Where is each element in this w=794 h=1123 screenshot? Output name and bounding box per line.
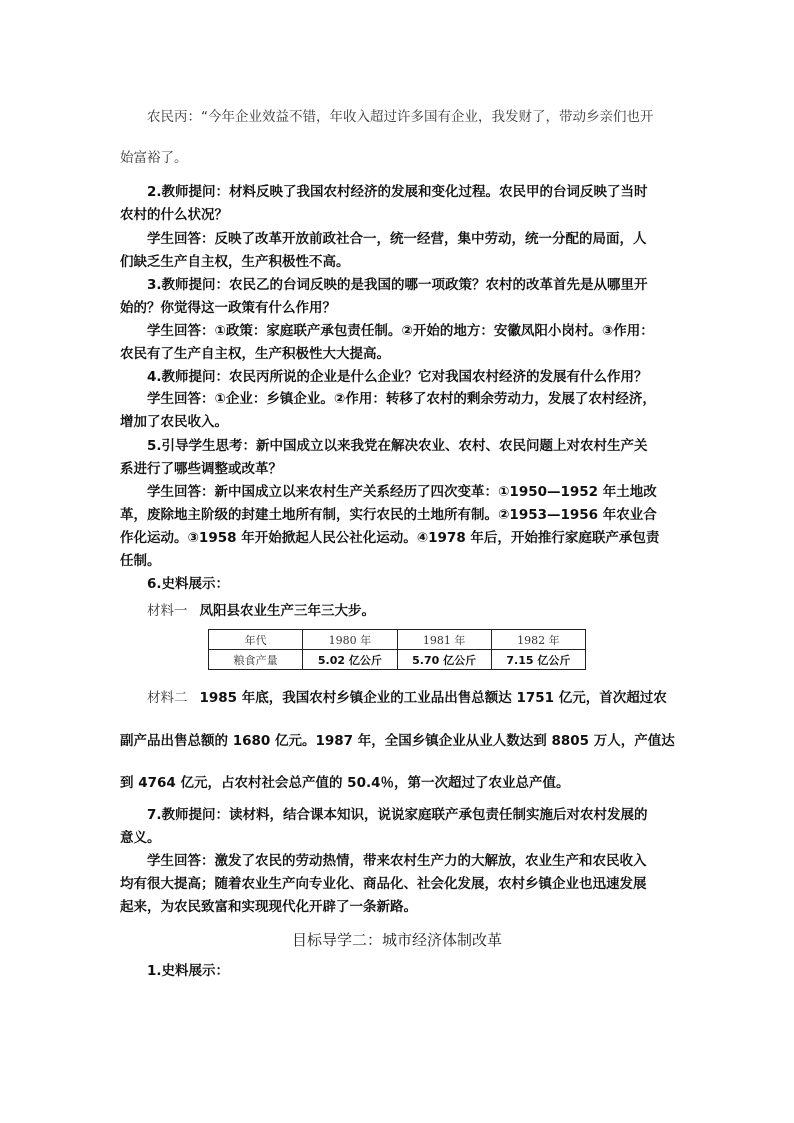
table-cell: 粮食产量: [209, 650, 303, 670]
table-header-cell: 1981 年: [397, 630, 491, 650]
q5-answer-line-1: 学生回答：新中国成立以来农村生产关系经历了四次变革：①1950—1952 年土地改: [147, 484, 657, 500]
farmer-c-line-2: 始富裕了。: [120, 150, 188, 166]
grain-output-table: [208, 629, 586, 670]
q4-answer-line-1: 学生回答：①企业：乡镇企业。②作用：转移了农村的剩余劳动力，发展了农村经济，: [147, 391, 656, 407]
table-header-row: [209, 630, 586, 650]
q7-question-line-1: 7.教师提问：读材料，结合课本知识，说说家庭联产承包责任制实施后对农村发展的: [147, 807, 648, 823]
q6-heading: 6.史料展示：: [147, 576, 230, 592]
material-2-label: 材料二: [147, 690, 188, 706]
material-1-text: 凤阳县农业生产三年三大步。: [199, 603, 375, 619]
section-2-item-1: 1.史料展示：: [147, 963, 230, 979]
material-1: [147, 601, 707, 621]
material-2-line-1: [147, 688, 707, 708]
q4-question-line-1: 4.教师提问：农民丙所说的企业是什么企业？它对我国农村经济的发展有什么作用？: [147, 369, 648, 385]
q5-question-line-1: 5.引导学生思考：新中国成立以来我党在解决农业、农村、农民问题上对农村生产关: [147, 438, 648, 454]
material-2-line-2: 副产品出售总额的 1680 亿元。1987 年，全国乡镇企业从业人数达到 8805 万人，产值达: [120, 733, 675, 749]
section-2-heading: 目标导学二：城市经济体制改革: [291, 931, 502, 949]
q5-answer-line-4: 任制。: [120, 553, 161, 569]
q2-answer-line-2: 们缺乏生产自主权，生产积极性不高。: [120, 254, 350, 270]
q3-question-line-2: 始的？你觉得这一政策有什么作用？: [120, 300, 336, 316]
table-cell: 5.02 亿公斤: [303, 650, 397, 670]
q2-question-line-2: 农村的什么状况？: [120, 207, 228, 223]
q3-answer-line-2: 农民有了生产自主权，生产积极性大大提高。: [120, 346, 390, 362]
q5-answer-line-2: 革，废除地主阶级的封建土地所有制，实行农民的土地所有制。②1953—1956 年农业合: [120, 507, 657, 523]
q5-question-line-2: 系进行了哪些调整或改革？: [120, 461, 282, 477]
table-header-cell: 1982 年: [491, 630, 585, 650]
q3-answer-line-1: 学生回答：①政策：家庭联产承包责任制。②开始的地方：安徽凤阳小岗村。③作用：: [147, 323, 654, 339]
material-1-label: 材料一: [147, 603, 188, 619]
q7-question-line-2: 意义。: [120, 830, 161, 846]
table-cell: 5.70 亿公斤: [397, 650, 491, 670]
material-2-text: 1985 年底，我国农村乡镇企业的工业品出售总额达 1751 亿元，首次超过农: [199, 690, 667, 706]
table-row: [209, 650, 586, 670]
q2-question-line-1: 2.教师提问：材料反映了我国农村经济的发展和变化过程。农民甲的台词反映了当时: [147, 184, 648, 200]
q7-answer-line-2: 均有很大提高；随着农业生产向专业化、商品化、社会化发展，农村乡镇企业也迅速发展: [120, 876, 647, 892]
farmer-c-line-1: 农民丙：“今年企业效益不错，年收入超过许多国有企业，我发财了，带动乡亲们也开: [147, 109, 654, 125]
material-2-line-3: 到 4764 亿元，占农村社会总产值的 50.4％，第一次超过了农业总产值。: [120, 775, 570, 791]
q7-answer-line-3: 起来，为农民致富和实现现代化开辟了一条新路。: [120, 899, 417, 915]
q7-answer-line-1: 学生回答：激发了农民的劳动热情，带来农村生产力的大解放，农业生产和农民收入: [147, 853, 647, 869]
q2-answer-line-1: 学生回答：反映了改革开放前政社合一，统一经营，集中劳动，统一分配的局面，人: [147, 231, 647, 247]
table-cell: 7.15 亿公斤: [491, 650, 585, 670]
q3-question-line-1: 3.教师提问：农民乙的台词反映的是我国的哪一项政策？农村的改革首先是从哪里开: [147, 277, 648, 293]
q5-answer-line-3: 作化运动。③1958 年开始掀起人民公社化运动。④1978 年后，开始推行家庭联产承包责: [120, 530, 660, 546]
table-header-cell: 年代: [209, 630, 303, 650]
table-header-cell: 1980 年: [303, 630, 397, 650]
q4-answer-line-2: 增加了农民收入。: [120, 414, 228, 430]
